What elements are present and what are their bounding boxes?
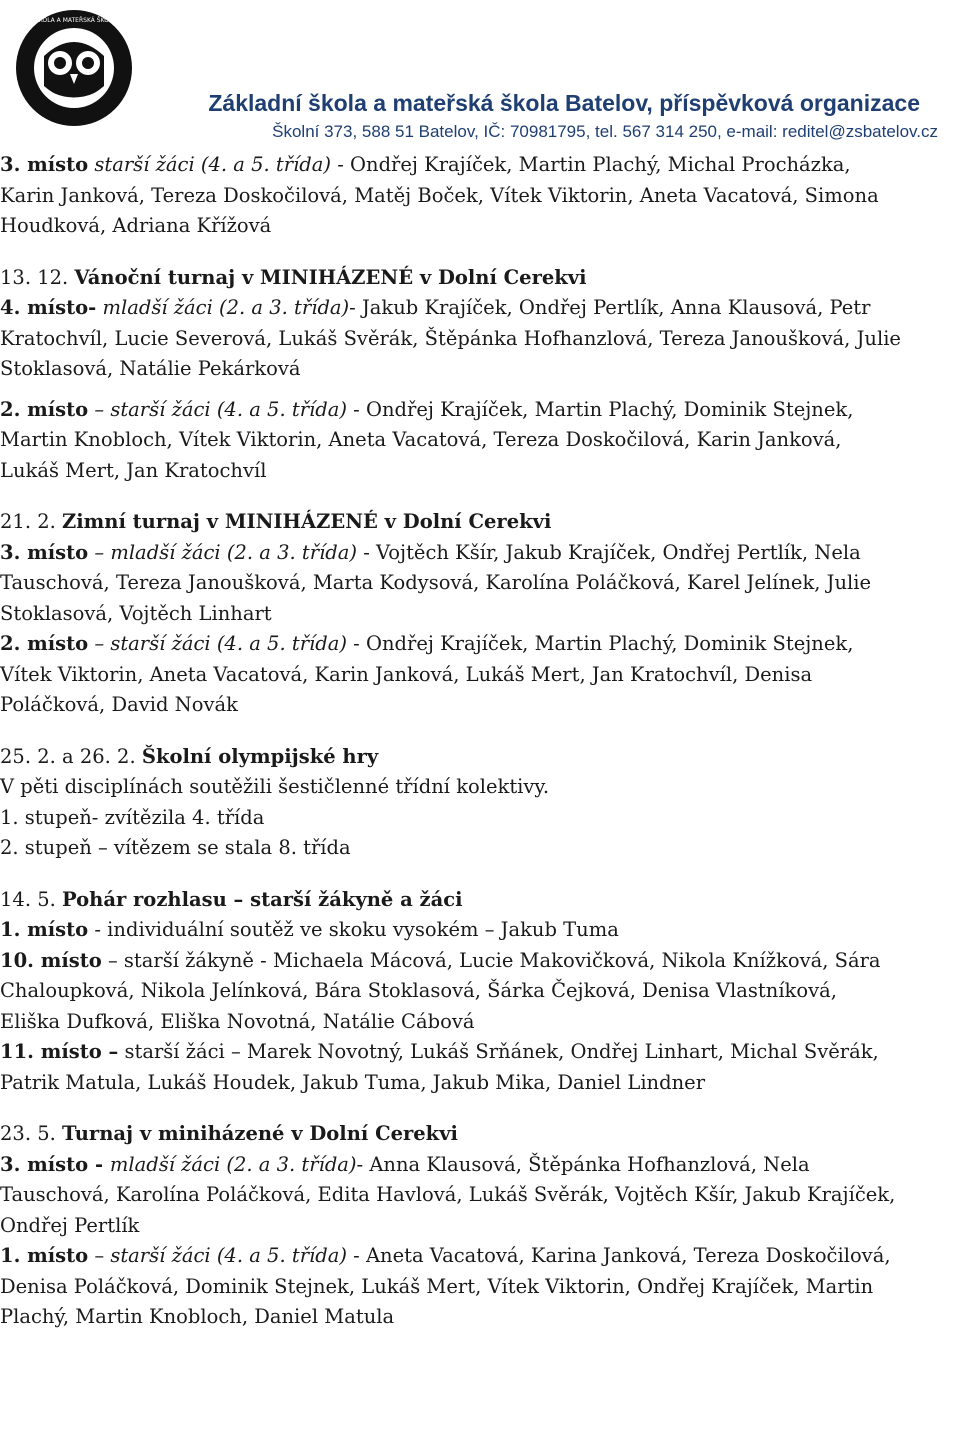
event-heading [0,885,958,916]
result-place: 11. místo – [0,1040,119,1063]
result-names: - Aneta Vacatová, Karina Janková, Tereza Doskočilová, [346,1244,891,1267]
result-line [0,946,958,977]
result-line [0,395,958,426]
result-names: – starší žákyně - Michaela Mácová, Lucie Makovičková, Nikola Knížková, Sára [101,948,881,972]
result-place: 2. místo [0,632,89,655]
result-names: - Ondřej Krajíček, Martin Plachý, Dominik Stejnek, [346,632,854,655]
event-title: Zimní turnaj v MINIHÁZENÉ v Dolní Cerekvi [62,510,552,533]
event-date: 14. 5. [0,887,63,911]
result-line [0,293,958,324]
result-place: 3. místo [0,153,89,176]
event-heading [0,1119,958,1150]
result-names: - Ondřej Krajíček, Martin Plachý, Dominik Stejnek, [346,397,854,421]
event-title: Vánoční turnaj v MINIHÁZENÉ v Dolní Cerekvi [74,265,587,289]
result-names-cont: Tauschová, Tereza Janoušková, Marta Kodysová, Karolína Poláčková, Karel Jelínek, Julie [0,571,872,594]
result-line [0,1150,958,1181]
event-title: Školní olympijské hry [141,744,379,768]
result-category: – starší žáci (4. a 5. třída) [88,397,347,421]
result-line [0,150,958,181]
event-date: 25. 2. a 26. 2. [0,744,142,768]
result-names-cont: Plachý, Martin Knobloch, Daniel Matula [0,1305,395,1328]
result-names-cont: Patrik Matula, Lukáš Houdek, Jakub Tuma, Jakub Mika, Daniel Lindner [0,1070,706,1094]
result-category: starší žáci (4. a 5. třída) [94,153,332,176]
result-category: mladší žáci (2. a 3. třída) [96,296,350,319]
result-line [0,629,958,660]
result-line [0,538,958,569]
result-names-cont: Martin Knobloch, Vítek Viktorin, Aneta Vacatová, Tereza Doskočilová, Karin Janková, [0,428,842,451]
event-heading [0,263,958,294]
result-names-cont: Denisa Poláčková, Dominik Stejnek, Lukáš Mert, Vítek Viktorin, Ondřej Krajíček, Martin [0,1274,874,1298]
letterhead [0,0,960,150]
result-names-cont: Tauschová, Karolína Poláčková, Edita Havlová, Lukáš Svěrák, Vojtěch Kšír, Jakub Krajíček, [0,1183,896,1206]
result-names-cont: Lukáš Mert, Jan Kratochvíl [0,458,267,482]
event-text: 1. stupeň- zvítězila 4. třída [0,805,265,829]
result-names: - Vojtěch Kšír, Jakub Krajíček, Ondřej Pertlík, Nela [357,540,861,564]
result-category: – starší žáci (4. a 5. třída) [88,632,347,655]
document-body [0,150,958,1333]
result-names-cont: Eliška Dufková, Eliška Novotná, Natálie Cábová [0,1009,475,1033]
result-names-cont: Chaloupková, Nikola Jelínková, Bára Stoklasová, Šárka Čejková, Denisa Vlastníková, [0,979,837,1002]
result-category: – starší žáci (4. a 5. třída) [88,1244,347,1267]
result-names: - Ondřej Krajíček, Martin Plachý, Michal Procházka, [331,153,851,176]
result-names-cont: Kratochvíl, Lucie Severová, Lukáš Svěrák, Štěpánka Hofhanzlová, Tereza Janoušková, Julie [0,326,901,350]
event-text: 2. stupeň – vítězem se stala 8. třída [0,836,351,859]
result-place: 2. místo [0,397,89,421]
logo-ring-text: ZÁKLADNÍ ŠKOLA A MATEŘSKÁ ŠKOLA BATELOV [2,17,146,24]
result-category: – mladší žáci (2. a 3. třída) [88,540,358,564]
result-line [0,1241,958,1272]
school-name: Základní škola a mateřská škola Batelov, příspěvková organizace [208,90,920,116]
result-names: starší žáci – Marek Novotný, Lukáš Srňánek, Ondřej Linhart, Michal Svěrák, [118,1040,879,1063]
result-names-cont: Vítek Viktorin, Aneta Vacatová, Karin Janková, Lukáš Mert, Jan Kratochvíl, Denisa [0,662,813,686]
result-place: 1. místo [0,918,89,941]
result-category: mladší žáci (2. a 3. třída) [109,1152,357,1176]
result-names-cont: Stoklasová, Natálie Pekárková [0,357,301,380]
owl-logo-icon [2,8,146,128]
event-text: V pěti disciplínách soutěžili šestičlenné třídní kolektivy. [0,775,550,798]
result-names: - individuální soutěž ve skoku vysokém – Jakub Tuma [88,918,619,941]
event-heading [0,507,958,538]
event-date: 23. 5. [0,1122,63,1145]
school-address: Školní 373, 588 51 Batelov, IČ: 70981795, tel. 567 314 250, e-mail: reditel@zsbatelov.cz [272,122,938,141]
event-date: 21. 2. [0,510,63,533]
result-place: 1. místo [0,1244,89,1267]
result-names-cont: Poláčková, David Novák [0,693,238,716]
result-line [0,915,958,946]
result-place: 3. místo - [0,1152,110,1176]
result-names: - Jakub Krajíček, Ondřej Pertlík, Anna Klausová, Petr [349,296,871,319]
event-title: Turnaj v miniházené v Dolní Cerekvi [62,1122,458,1145]
result-place: 10. místo [0,948,102,972]
result-place: 3. místo [0,540,89,564]
event-heading [0,742,958,773]
event-title: Pohár rozhlasu – starší žákyně a žáci [62,887,463,911]
result-names: - Anna Klausová, Štěpánka Hofhanzlová, Nela [356,1152,810,1176]
result-names-cont: Karin Janková, Tereza Doskočilová, Matěj Boček, Vítek Viktorin, Aneta Vacatová, Simona [0,183,879,207]
result-names-cont: Stoklasová, Vojtěch Linhart [0,601,272,625]
event-date: 13. 12. [0,265,75,289]
result-names-cont: Ondřej Pertlík [0,1213,140,1237]
result-line [0,1037,958,1068]
result-place: 4. místo- [0,296,97,319]
result-names-cont: Houdková, Adriana Křížová [0,214,272,237]
